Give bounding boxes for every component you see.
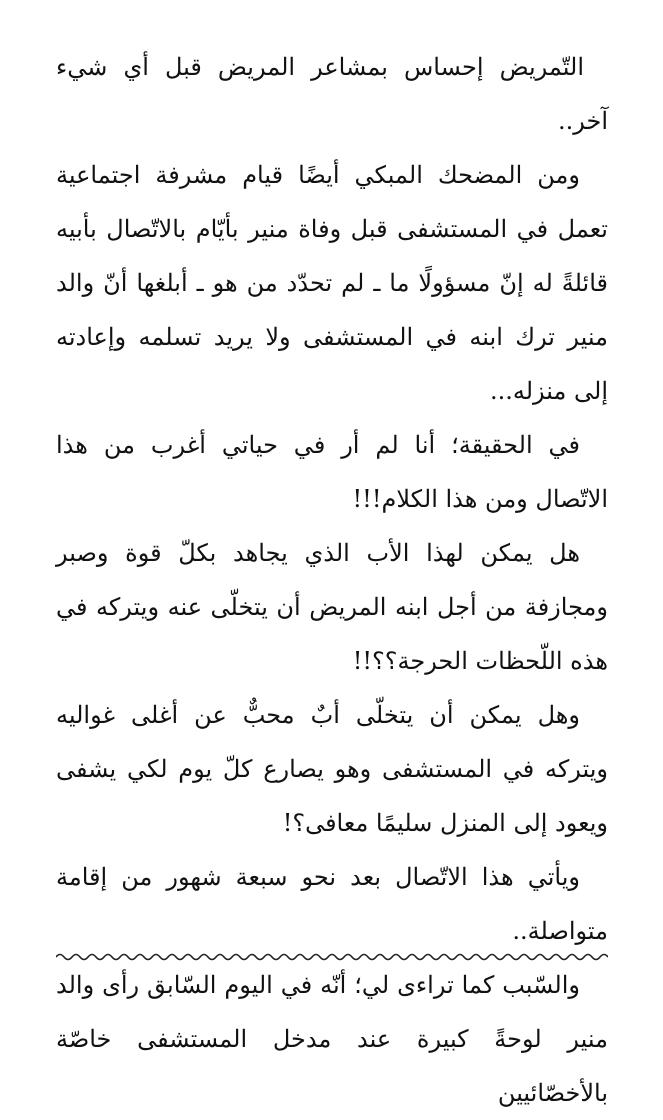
wavy-divider (56, 950, 608, 964)
paragraph: والسّبب كما تراءى لي؛ أنّه في اليوم السّابق رأى والد منير لوحةً كبيرة عند مدخل المستشفى خاصّة بالأخصّائيين (56, 971, 608, 1107)
paragraph: ومن المضحك المبكي أيضًا قيام مشرفة اجتماعية تعمل في المستشفى قبل وفاة منير بأيّام بالاتّصال بأبيه قائلةً له إنّ مسؤولًا ما ـ لم تحدّد من هو ـ أبلغها أنّ والد منير ترك ابنه في المستشفى ولا يريد تسلمه وإعادته إلى منزله... (56, 161, 608, 405)
paragraph: التّمريض إحساس بمشاعر المريض قبل أي شيء آخر.. (56, 53, 608, 135)
paragraph: في الحقيقة؛ أنا لم أر في حياتي أغرب من هذا الاتّصال ومن هذا الكلام!!! (56, 431, 608, 513)
paragraph: ويأتي هذا الاتّصال بعد نحو سبعة شهور من إقامة متواصلة.. (56, 863, 608, 945)
paragraph: وهل يمكن أن يتخلّى أبٌ محبٌّ عن أغلى غواليه ويتركه في المستشفى وهو يصارع كلّ يوم لكي يشفى ويعود إلى المنزل سليمًا معافى؟! (56, 701, 608, 837)
paragraph: هل يمكن لهذا الأب الذي يجاهد بكلّ قوة وصبر ومجازفة من أجل ابنه المريض أن يتخلّى عنه ويتركه في هذه اللّحظات الحرجة؟؟!! (56, 539, 608, 675)
